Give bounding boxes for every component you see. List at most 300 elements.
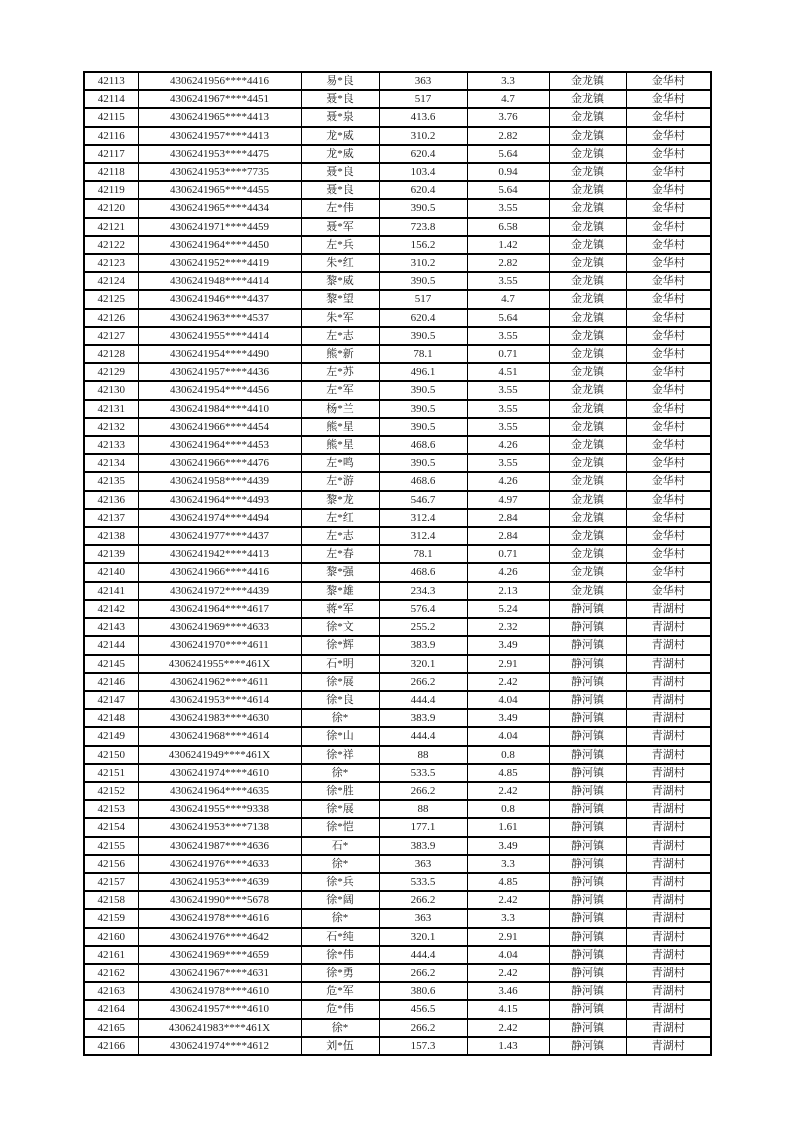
cell-name: 左*兵 (301, 236, 379, 254)
cell-seq: 42137 (84, 509, 138, 527)
table-row (84, 491, 711, 509)
cell-amount-1: 620.4 (379, 181, 467, 199)
table-row (84, 181, 711, 199)
cell-amount-1: 383.9 (379, 837, 467, 855)
cell-amount-2: 4.26 (467, 436, 549, 454)
cell-town: 金龙镇 (549, 127, 626, 145)
table-row (84, 545, 711, 563)
cell-town: 静河镇 (549, 982, 626, 1000)
cell-town: 静河镇 (549, 655, 626, 673)
cell-seq: 42154 (84, 818, 138, 836)
cell-village: 金华村 (626, 236, 711, 254)
cell-amount-2: 4.26 (467, 472, 549, 490)
cell-village: 青湖村 (626, 891, 711, 909)
cell-seq: 42132 (84, 418, 138, 436)
cell-name: 徐* (301, 855, 379, 873)
cell-name: 徐*阔 (301, 891, 379, 909)
cell-name: 左*军 (301, 381, 379, 399)
cell-amount-1: 320.1 (379, 655, 467, 673)
cell-name: 徐* (301, 909, 379, 927)
cell-id-number: 4306241987****4636 (138, 837, 301, 855)
cell-name: 左*伟 (301, 199, 379, 217)
cell-name: 聂*泉 (301, 108, 379, 126)
cell-seq: 42166 (84, 1037, 138, 1055)
cell-seq: 42123 (84, 254, 138, 272)
cell-village: 青湖村 (626, 946, 711, 964)
cell-id-number: 4306241955****461X (138, 655, 301, 673)
cell-seq: 42152 (84, 782, 138, 800)
cell-id-number: 4306241942****4413 (138, 545, 301, 563)
cell-amount-2: 2.13 (467, 582, 549, 600)
cell-amount-1: 390.5 (379, 400, 467, 418)
cell-amount-1: 383.9 (379, 709, 467, 727)
cell-name: 黎*龙 (301, 491, 379, 509)
cell-seq: 42163 (84, 982, 138, 1000)
cell-village: 青湖村 (626, 1000, 711, 1018)
cell-seq: 42124 (84, 272, 138, 290)
cell-amount-2: 4.15 (467, 1000, 549, 1018)
cell-id-number: 4306241984****4410 (138, 400, 301, 418)
cell-town: 金龙镇 (549, 309, 626, 327)
cell-seq: 42117 (84, 145, 138, 163)
cell-town: 金龙镇 (549, 90, 626, 108)
cell-town: 静河镇 (549, 891, 626, 909)
cell-seq: 42126 (84, 309, 138, 327)
cell-town: 静河镇 (549, 709, 626, 727)
table-row (84, 600, 711, 618)
cell-name: 徐* (301, 1019, 379, 1037)
records-table (83, 71, 712, 1056)
cell-name: 徐*文 (301, 618, 379, 636)
cell-seq: 42113 (84, 72, 138, 90)
cell-town: 金龙镇 (549, 418, 626, 436)
cell-amount-1: 363 (379, 855, 467, 873)
cell-town: 金龙镇 (549, 509, 626, 527)
cell-name: 徐*兵 (301, 873, 379, 891)
cell-village: 金华村 (626, 418, 711, 436)
cell-name: 石* (301, 837, 379, 855)
cell-amount-1: 380.6 (379, 982, 467, 1000)
cell-village: 金华村 (626, 545, 711, 563)
cell-village: 青湖村 (626, 782, 711, 800)
cell-seq: 42143 (84, 618, 138, 636)
cell-village: 金华村 (626, 181, 711, 199)
cell-name: 左*志 (301, 527, 379, 545)
cell-village: 青湖村 (626, 982, 711, 1000)
cell-amount-1: 266.2 (379, 673, 467, 691)
table-row (84, 636, 711, 654)
cell-village: 青湖村 (626, 691, 711, 709)
cell-seq: 42162 (84, 964, 138, 982)
cell-town: 金龙镇 (549, 563, 626, 581)
cell-amount-1: 517 (379, 90, 467, 108)
cell-name: 危*伟 (301, 1000, 379, 1018)
cell-amount-1: 177.1 (379, 818, 467, 836)
table-row (84, 1019, 711, 1037)
cell-amount-1: 310.2 (379, 254, 467, 272)
cell-village: 金华村 (626, 218, 711, 236)
cell-village: 青湖村 (626, 1037, 711, 1055)
cell-seq: 42148 (84, 709, 138, 727)
cell-village: 金华村 (626, 345, 711, 363)
cell-town: 金龙镇 (549, 400, 626, 418)
cell-seq: 42145 (84, 655, 138, 673)
cell-town: 静河镇 (549, 909, 626, 927)
table-row (84, 236, 711, 254)
cell-village: 青湖村 (626, 655, 711, 673)
cell-seq: 42161 (84, 946, 138, 964)
cell-town: 金龙镇 (549, 545, 626, 563)
cell-amount-2: 0.94 (467, 163, 549, 181)
cell-amount-2: 2.42 (467, 891, 549, 909)
cell-village: 青湖村 (626, 746, 711, 764)
cell-seq: 42133 (84, 436, 138, 454)
cell-amount-2: 2.91 (467, 928, 549, 946)
cell-name: 朱*军 (301, 309, 379, 327)
cell-town: 金龙镇 (549, 218, 626, 236)
cell-name: 聂*良 (301, 181, 379, 199)
cell-village: 青湖村 (626, 727, 711, 745)
cell-town: 金龙镇 (549, 345, 626, 363)
table-row (84, 964, 711, 982)
cell-amount-2: 4.04 (467, 691, 549, 709)
cell-id-number: 4306241965****4455 (138, 181, 301, 199)
cell-village: 青湖村 (626, 1019, 711, 1037)
cell-amount-1: 234.3 (379, 582, 467, 600)
table-row (84, 909, 711, 927)
cell-seq: 42138 (84, 527, 138, 545)
cell-seq: 42146 (84, 673, 138, 691)
cell-village: 青湖村 (626, 837, 711, 855)
cell-id-number: 4306241963****4537 (138, 309, 301, 327)
cell-name: 龙*威 (301, 127, 379, 145)
cell-name: 左*红 (301, 509, 379, 527)
cell-id-number: 4306241983****461X (138, 1019, 301, 1037)
table-row (84, 418, 711, 436)
table-row (84, 72, 711, 90)
table-row (84, 127, 711, 145)
cell-amount-2: 3.55 (467, 454, 549, 472)
cell-amount-2: 3.55 (467, 327, 549, 345)
cell-seq: 42153 (84, 800, 138, 818)
cell-amount-2: 3.49 (467, 709, 549, 727)
cell-amount-1: 533.5 (379, 873, 467, 891)
cell-amount-1: 310.2 (379, 127, 467, 145)
cell-amount-2: 2.42 (467, 964, 549, 982)
cell-amount-2: 2.82 (467, 254, 549, 272)
cell-id-number: 4306241965****4413 (138, 108, 301, 126)
cell-village: 金华村 (626, 400, 711, 418)
cell-amount-1: 723.8 (379, 218, 467, 236)
cell-seq: 42158 (84, 891, 138, 909)
cell-amount-1: 456.5 (379, 1000, 467, 1018)
cell-id-number: 4306241946****4437 (138, 290, 301, 308)
cell-name: 熊*新 (301, 345, 379, 363)
cell-id-number: 4306241964****4453 (138, 436, 301, 454)
cell-name: 蒋*军 (301, 600, 379, 618)
table-row (84, 145, 711, 163)
cell-amount-2: 0.8 (467, 746, 549, 764)
cell-id-number: 4306241967****4631 (138, 964, 301, 982)
table-row (84, 309, 711, 327)
cell-amount-1: 468.6 (379, 472, 467, 490)
cell-amount-2: 4.7 (467, 90, 549, 108)
cell-town: 静河镇 (549, 837, 626, 855)
cell-amount-1: 620.4 (379, 145, 467, 163)
cell-amount-2: 5.64 (467, 181, 549, 199)
table-row (84, 472, 711, 490)
cell-amount-1: 390.5 (379, 327, 467, 345)
cell-seq: 42142 (84, 600, 138, 618)
cell-name: 易*良 (301, 72, 379, 90)
cell-amount-1: 88 (379, 746, 467, 764)
cell-id-number: 4306241958****4439 (138, 472, 301, 490)
cell-town: 金龙镇 (549, 236, 626, 254)
table-row (84, 709, 711, 727)
cell-village: 金华村 (626, 454, 711, 472)
cell-amount-1: 156.2 (379, 236, 467, 254)
table-row (84, 527, 711, 545)
cell-id-number: 4306241971****4459 (138, 218, 301, 236)
cell-amount-2: 1.61 (467, 818, 549, 836)
cell-village: 青湖村 (626, 909, 711, 927)
cell-town: 静河镇 (549, 928, 626, 946)
cell-seq: 42119 (84, 181, 138, 199)
cell-town: 金龙镇 (549, 145, 626, 163)
cell-seq: 42131 (84, 400, 138, 418)
cell-name: 徐*勇 (301, 964, 379, 982)
cell-amount-1: 312.4 (379, 527, 467, 545)
cell-amount-2: 3.49 (467, 636, 549, 654)
cell-name: 聂*良 (301, 90, 379, 108)
table-row (84, 218, 711, 236)
cell-name: 徐*祥 (301, 746, 379, 764)
cell-village: 金华村 (626, 472, 711, 490)
table-row (84, 800, 711, 818)
cell-town: 金龙镇 (549, 181, 626, 199)
cell-amount-2: 3.76 (467, 108, 549, 126)
cell-amount-1: 266.2 (379, 964, 467, 982)
cell-amount-2: 5.64 (467, 145, 549, 163)
cell-seq: 42134 (84, 454, 138, 472)
cell-id-number: 4306241978****4610 (138, 982, 301, 1000)
cell-town: 金龙镇 (549, 582, 626, 600)
cell-village: 青湖村 (626, 636, 711, 654)
table-row (84, 1037, 711, 1055)
table-row (84, 436, 711, 454)
cell-id-number: 4306241977****4437 (138, 527, 301, 545)
cell-amount-2: 5.64 (467, 309, 549, 327)
cell-amount-1: 312.4 (379, 509, 467, 527)
cell-town: 金龙镇 (549, 454, 626, 472)
cell-name: 左*志 (301, 327, 379, 345)
cell-id-number: 4306241954****4456 (138, 381, 301, 399)
cell-amount-1: 620.4 (379, 309, 467, 327)
cell-amount-2: 2.84 (467, 527, 549, 545)
cell-name: 徐* (301, 709, 379, 727)
cell-seq: 42136 (84, 491, 138, 509)
cell-id-number: 4306241952****4419 (138, 254, 301, 272)
cell-amount-2: 0.8 (467, 800, 549, 818)
cell-town: 静河镇 (549, 964, 626, 982)
table-row (84, 345, 711, 363)
cell-village: 金华村 (626, 327, 711, 345)
cell-town: 静河镇 (549, 1019, 626, 1037)
cell-id-number: 4306241953****4614 (138, 691, 301, 709)
cell-amount-2: 4.51 (467, 363, 549, 381)
cell-town: 金龙镇 (549, 436, 626, 454)
cell-name: 聂*良 (301, 163, 379, 181)
table-row (84, 363, 711, 381)
cell-name: 石*纯 (301, 928, 379, 946)
table-row (84, 163, 711, 181)
cell-id-number: 4306241953****7735 (138, 163, 301, 181)
cell-town: 金龙镇 (549, 199, 626, 217)
cell-name: 徐*良 (301, 691, 379, 709)
table-row (84, 727, 711, 745)
table-row (84, 782, 711, 800)
cell-amount-1: 266.2 (379, 1019, 467, 1037)
cell-town: 静河镇 (549, 873, 626, 891)
cell-amount-1: 444.4 (379, 691, 467, 709)
cell-village: 金华村 (626, 527, 711, 545)
cell-town: 金龙镇 (549, 327, 626, 345)
cell-amount-1: 444.4 (379, 727, 467, 745)
cell-name: 刘*伍 (301, 1037, 379, 1055)
cell-town: 静河镇 (549, 691, 626, 709)
cell-amount-1: 88 (379, 800, 467, 818)
cell-name: 龙*威 (301, 145, 379, 163)
cell-id-number: 4306241954****4490 (138, 345, 301, 363)
cell-amount-1: 468.6 (379, 436, 467, 454)
table-row (84, 691, 711, 709)
table-row (84, 454, 711, 472)
cell-village: 青湖村 (626, 818, 711, 836)
table-row (84, 655, 711, 673)
records-table-body (84, 72, 711, 1055)
cell-amount-2: 3.55 (467, 400, 549, 418)
cell-amount-1: 496.1 (379, 363, 467, 381)
cell-village: 青湖村 (626, 618, 711, 636)
cell-amount-2: 3.3 (467, 855, 549, 873)
cell-name: 徐*伟 (301, 946, 379, 964)
cell-name: 徐*恺 (301, 818, 379, 836)
cell-name: 黎*强 (301, 563, 379, 581)
cell-seq: 42114 (84, 90, 138, 108)
cell-seq: 42165 (84, 1019, 138, 1037)
cell-village: 金华村 (626, 163, 711, 181)
cell-amount-1: 390.5 (379, 381, 467, 399)
cell-seq: 42140 (84, 563, 138, 581)
cell-amount-2: 3.55 (467, 381, 549, 399)
cell-seq: 42125 (84, 290, 138, 308)
cell-id-number: 4306241953****4639 (138, 873, 301, 891)
cell-id-number: 4306241966****4476 (138, 454, 301, 472)
cell-village: 金华村 (626, 127, 711, 145)
cell-town: 静河镇 (549, 764, 626, 782)
cell-id-number: 4306241970****4611 (138, 636, 301, 654)
cell-village: 金华村 (626, 272, 711, 290)
cell-town: 静河镇 (549, 855, 626, 873)
cell-seq: 42155 (84, 837, 138, 855)
cell-amount-2: 3.3 (467, 909, 549, 927)
cell-town: 金龙镇 (549, 472, 626, 490)
table-row (84, 764, 711, 782)
cell-id-number: 4306241967****4451 (138, 90, 301, 108)
cell-name: 熊*星 (301, 418, 379, 436)
cell-id-number: 4306241953****4475 (138, 145, 301, 163)
table-row (84, 855, 711, 873)
cell-id-number: 4306241962****4611 (138, 673, 301, 691)
cell-id-number: 4306241957****4610 (138, 1000, 301, 1018)
cell-id-number: 4306241964****4635 (138, 782, 301, 800)
cell-id-number: 4306241964****4617 (138, 600, 301, 618)
cell-village: 金华村 (626, 563, 711, 581)
cell-id-number: 4306241964****4493 (138, 491, 301, 509)
cell-village: 金华村 (626, 363, 711, 381)
cell-village: 金华村 (626, 381, 711, 399)
cell-name: 左*春 (301, 545, 379, 563)
cell-town: 静河镇 (549, 946, 626, 964)
cell-name: 黎*望 (301, 290, 379, 308)
table-row (84, 272, 711, 290)
cell-village: 金华村 (626, 72, 711, 90)
cell-id-number: 4306241965****4434 (138, 199, 301, 217)
cell-id-number: 4306241964****4450 (138, 236, 301, 254)
cell-name: 杨*兰 (301, 400, 379, 418)
cell-amount-1: 517 (379, 290, 467, 308)
cell-village: 青湖村 (626, 709, 711, 727)
cell-amount-1: 78.1 (379, 345, 467, 363)
cell-amount-2: 4.85 (467, 873, 549, 891)
cell-amount-2: 2.84 (467, 509, 549, 527)
cell-village: 金华村 (626, 108, 711, 126)
cell-amount-2: 3.3 (467, 72, 549, 90)
cell-seq: 42128 (84, 345, 138, 363)
cell-village: 青湖村 (626, 800, 711, 818)
cell-id-number: 4306241972****4439 (138, 582, 301, 600)
cell-name: 聂*军 (301, 218, 379, 236)
table-row (84, 982, 711, 1000)
cell-amount-2: 2.42 (467, 782, 549, 800)
cell-amount-2: 2.42 (467, 1019, 549, 1037)
cell-amount-2: 4.7 (467, 290, 549, 308)
cell-id-number: 4306241974****4612 (138, 1037, 301, 1055)
cell-village: 青湖村 (626, 673, 711, 691)
cell-name: 左*游 (301, 472, 379, 490)
cell-town: 金龙镇 (549, 72, 626, 90)
cell-amount-2: 2.82 (467, 127, 549, 145)
cell-name: 徐*胜 (301, 782, 379, 800)
cell-amount-2: 2.91 (467, 655, 549, 673)
table-row (84, 400, 711, 418)
cell-town: 金龙镇 (549, 254, 626, 272)
cell-id-number: 4306241978****4616 (138, 909, 301, 927)
cell-village: 青湖村 (626, 873, 711, 891)
cell-amount-2: 5.24 (467, 600, 549, 618)
cell-amount-1: 390.5 (379, 199, 467, 217)
cell-name: 徐*展 (301, 673, 379, 691)
cell-village: 金华村 (626, 491, 711, 509)
cell-town: 静河镇 (549, 600, 626, 618)
cell-seq: 42135 (84, 472, 138, 490)
cell-seq: 42164 (84, 1000, 138, 1018)
cell-village: 金华村 (626, 290, 711, 308)
cell-id-number: 4306241974****4494 (138, 509, 301, 527)
cell-amount-1: 390.5 (379, 418, 467, 436)
cell-name: 左*苏 (301, 363, 379, 381)
cell-amount-1: 320.1 (379, 928, 467, 946)
